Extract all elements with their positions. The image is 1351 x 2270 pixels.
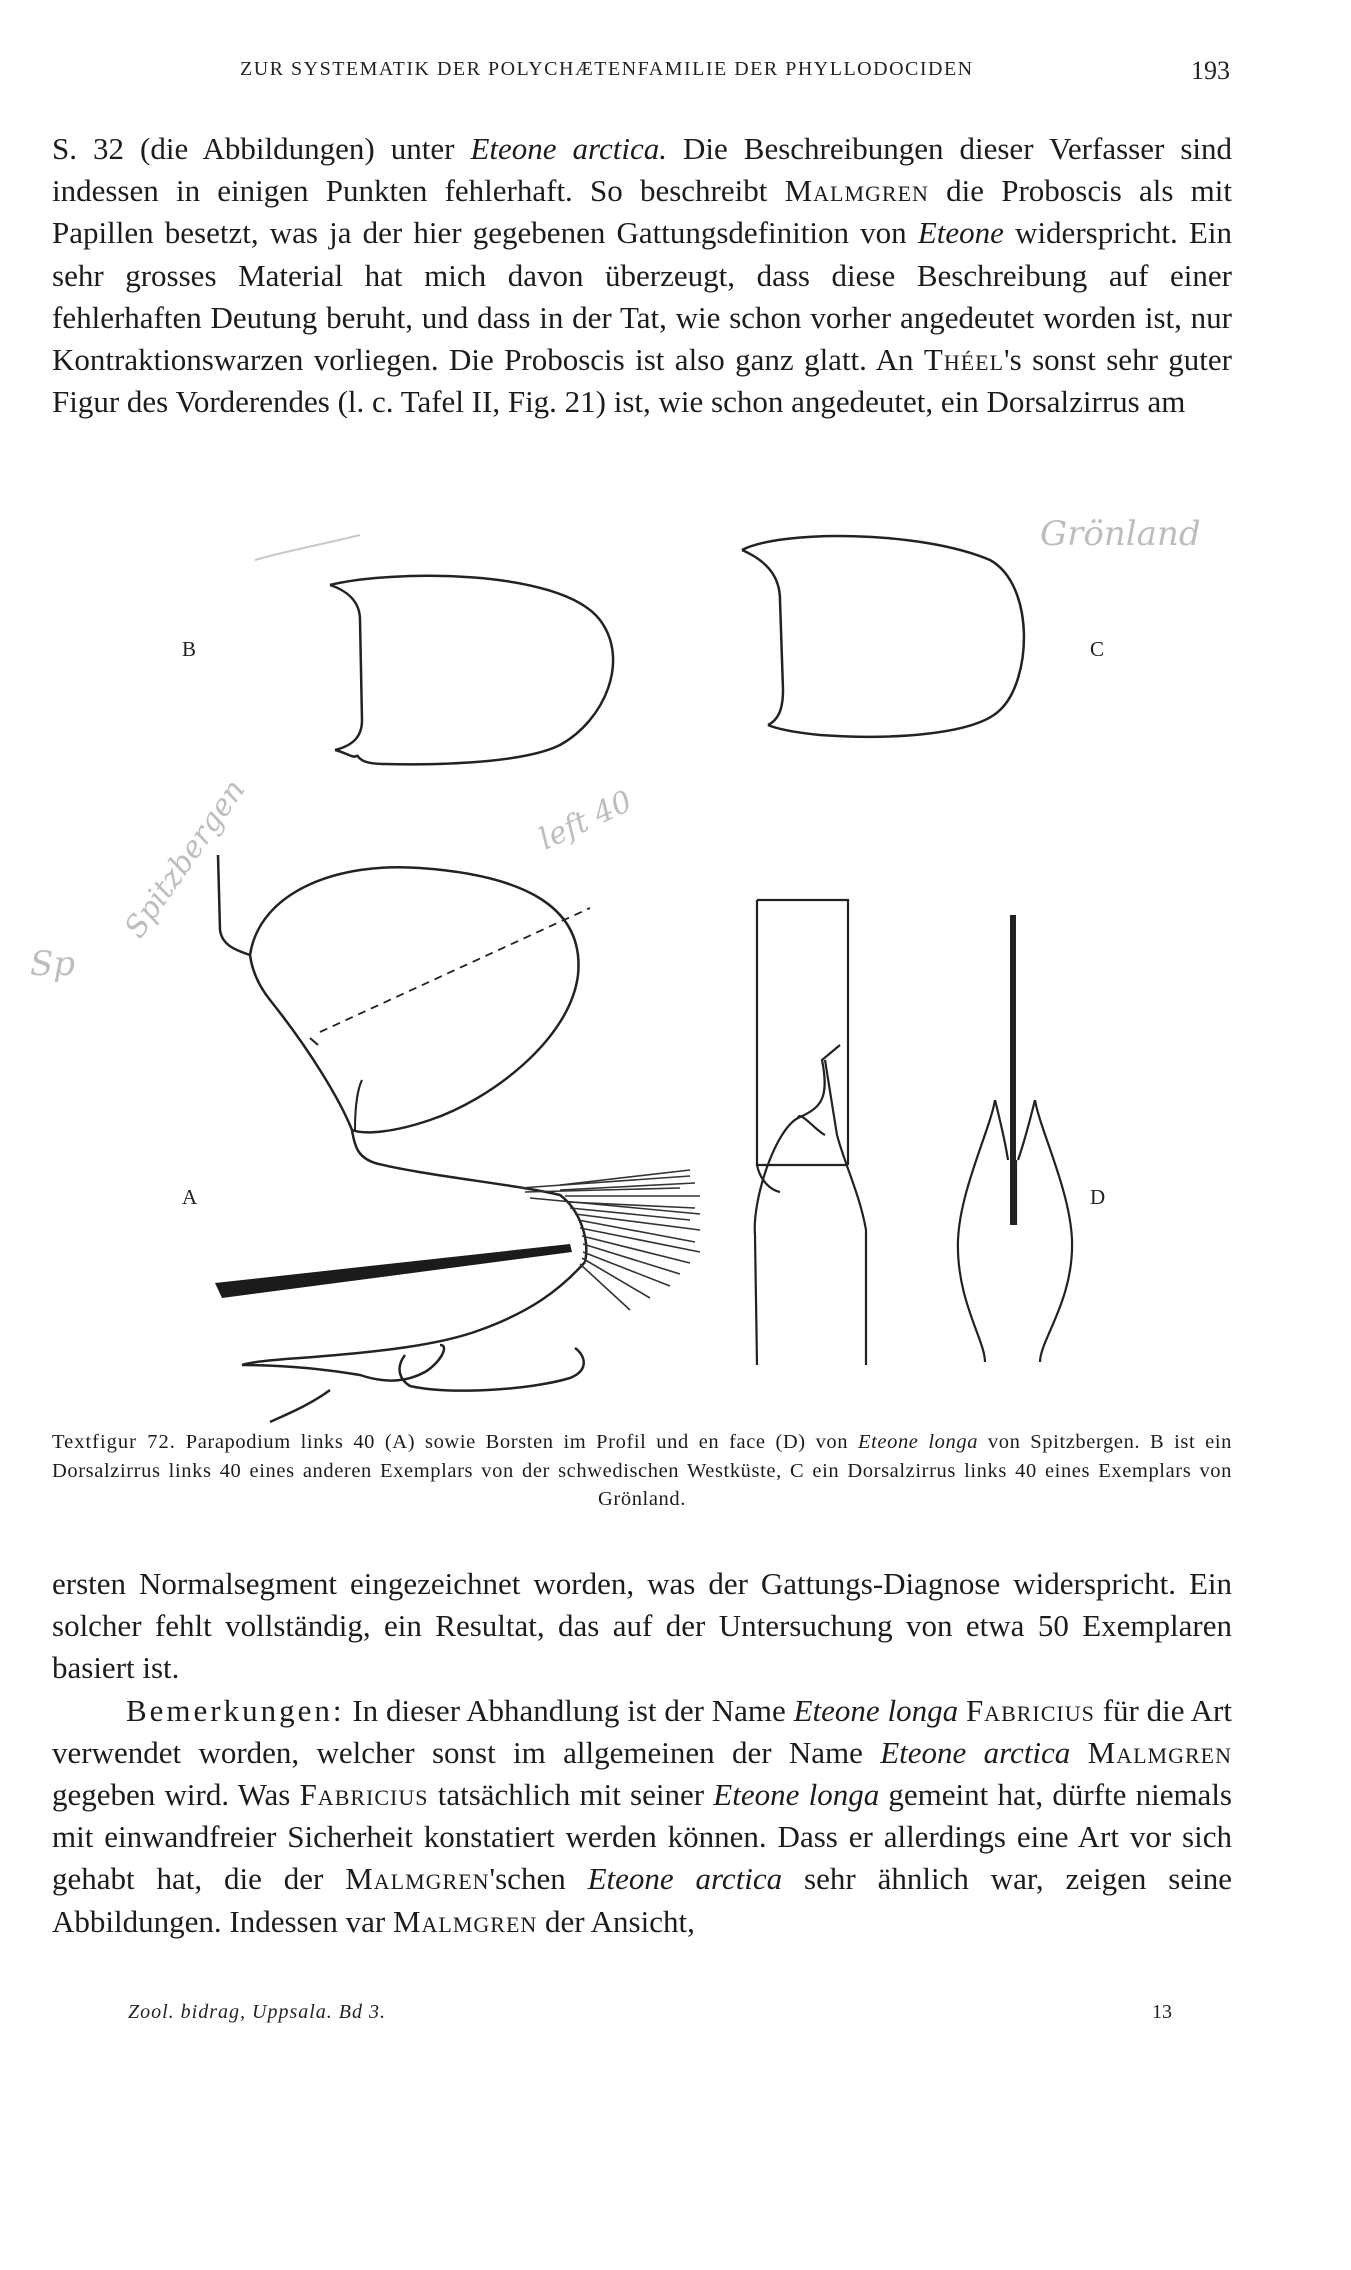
footer-source: Zool. bidrag, Uppsala. Bd 3. [128, 2001, 387, 2023]
figure-label-d: D [1090, 1185, 1106, 1209]
remarks-heading: Bemerkungen: [126, 1692, 345, 1728]
author-name: Fabricius [965, 1692, 1095, 1728]
page-footer [128, 2001, 1172, 2031]
pencil-note-left-40: left 40 [533, 784, 638, 858]
figure-label-b: B [182, 637, 197, 661]
species-name: Eteone longa [793, 1692, 959, 1728]
figure-caption: Textfigur 72. Parapodium links 40 (A) sowie Borsten im Profil und en face (D) von Eteone longa von Spitzbergen. B ist ein Dorsalzirrus links 40 eines anderen Exemplars von der schwedischen Westküste, C ein Dorsalzirrus links 40 eines Exemplars von Grönland. [52, 1431, 1232, 1510]
species-name: Eteone arctica. [470, 131, 667, 166]
body-text-bottom [52, 1563, 1232, 1943]
author-name: Théel [923, 342, 1005, 378]
paragraph: Bemerkungen: In dieser Abhandlung ist der Name Eteone longa Fabricius für die Art verwendet worden, welcher sonst im allgemeinen der Name Eteone arctica Malmgren gegeben wird. Was Fabricius tatsächlich mit seiner Eteone longa gemeint hat, dürfte niemals mit einwandfreier Sicherheit konstatiert werden können. Dass er allerdings eine Art vor sich gehabt hat, die der Malmgren'schen Eteone arctica sehr ähnlich war, zeigen seine Abbildungen. Indessen var Malmgren der Ansicht, [52, 1692, 1232, 1939]
paragraph: S. 32 (die Abbildungen) unter Eteone arctica. Die Beschreibungen dieser Verfasser sind indessen in einigen Punkten fehlerhaft. So beschreibt Malmgren die Proboscis als mit Papillen besetzt, was ja der hier gegebenen Gattungsdefinition von Eteone widerspricht. Ein sehr grosses Material hat mich davon überzeugt, dass diese Beschreibung auf einer fehlerhaften Deutung beruht, und dass in der Tat, wie schon vorher angedeutet worden ist, nur Kontraktionswarzen vorliegen. Die Proboscis ist also ganz glatt. An Théel's sonst sehr guter Figur des Vorderendes (l. c. Tafel II, Fig. 21) ist, wie schon angedeutet, ein Dorsalzirrus am [52, 131, 1232, 420]
author-name: Fabricius [299, 1777, 429, 1813]
species-name: Eteone longa [713, 1777, 880, 1813]
footer-sheet-number: 13 [1152, 2001, 1172, 2023]
bristle-face-drawing [958, 915, 1072, 1362]
aciculum [215, 1244, 572, 1298]
species-name: Eteone arctica [587, 1861, 783, 1897]
pencil-scribble [255, 535, 360, 560]
species-name: Eteone arctica [880, 1734, 1071, 1770]
author-name: Malmgren [345, 1861, 490, 1897]
caption-title: Textfigur 72. [52, 1431, 176, 1453]
running-head [52, 56, 1230, 90]
species-name: Eteone longa [857, 1431, 979, 1453]
author-name: Malmgren [392, 1903, 538, 1939]
page-number: 193 [1191, 56, 1230, 85]
running-title: ZUR SYSTEMATIK DER POLYCHÆTENFAMILIE DER PHYLLODOCIDEN [240, 58, 974, 80]
chaetae-fan [520, 1170, 700, 1310]
pencil-note-spitzbergen: Spitzbergen [117, 773, 253, 945]
author-name: Malmgren [1087, 1734, 1232, 1770]
pencil-note-gronland: Grönland [1040, 514, 1201, 554]
bristle-profile-drawing [755, 900, 866, 1365]
dorsal-cirrus-c-drawing [742, 536, 1024, 737]
figure-label-a: A [182, 1185, 198, 1209]
text-figure-72 [0, 510, 1351, 1430]
pencil-note-sp: Sp [30, 944, 76, 984]
body-text-top [52, 128, 1232, 423]
parapodium-a-drawing [218, 855, 590, 1422]
figure-label-c: C [1090, 637, 1105, 661]
paragraph: ersten Normalsegment eingezeichnet worden, was der Gattungs-Diagnose widerspricht. Ein solcher fehlt vollständig, ein Resultat, das auf der Untersuchung von etwa 50 Exemplaren basiert ist. [52, 1566, 1232, 1686]
genus-name: Eteone [917, 215, 1004, 251]
author-name: Malmgren [784, 173, 929, 209]
dorsal-cirrus-b-drawing [330, 576, 613, 765]
